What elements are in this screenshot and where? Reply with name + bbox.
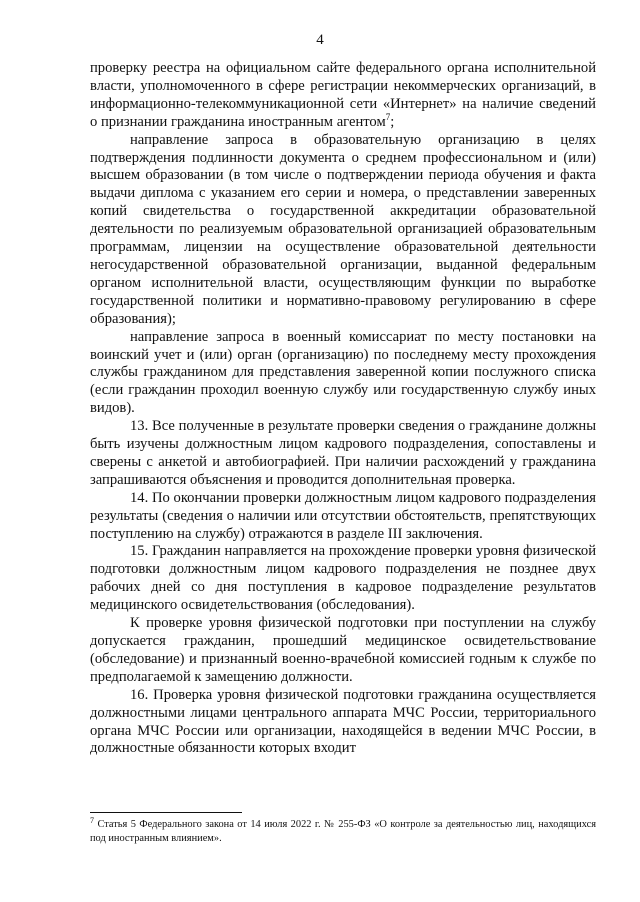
page-number: 4	[316, 32, 324, 48]
footnote-reference: 7	[385, 111, 391, 122]
paragraph-14: 14. По окончании проверки должностным лицом кадрового подразделения результаты (сведения о наличии или отсутствии обстоятельств, препятствующих поступлению на службу) отражаются в разделе III заключения.	[90, 489, 596, 542]
footnote-divider	[90, 812, 242, 813]
paragraph-tail: ;	[390, 113, 395, 130]
document-body	[90, 60, 596, 758]
paragraph-15: 15. Гражданин направляется на прохождение проверки уровня физической подготовки должностным лицом кадрового подразделения не позднее двух рабочих дней со дня поступления в кадровое подразделение результатов медицинского освидетельствования (обследования).	[90, 543, 596, 614]
paragraph-physical-admission: К проверке уровня физической подготовки при поступлении на службу допускается гражданин, прошедший медицинское освидетельствование (обследование) и признанный военно-врачебной комиссией годным к службе по предполагаемой к замещению должности.	[90, 615, 596, 685]
paragraph-military-request: направление запроса в военный комиссариат по месту постановки на воинский учет и (или) орган (организацию) по последнему месту прохождения службы гражданином для представления заверенной копии послужного списка (если гражданин проходил военную службу или государственную службу иных видов).	[90, 328, 596, 417]
footnote	[90, 818, 596, 846]
paragraph-education-request: направление запроса в образовательную организацию в целях подтверждения подлинности документа о среднем профессиональном и (или) высшем образовании (в том числе о подтверждении периода обучения и факта выдачи диплома с указанием его серии и номера, о представлении заверенных копий свидетельства о государственной аккредитации образовательной деятельности по реализуемым образовательной организацией образовательным программам, лицензии на осуществление образовательной деятельности негосударственной образовательной организации, выданной федеральным органом исполнительной власти, осуществляющим функции по выработке государственной политики и нормативно-правовому регулированию в сфере образования);	[90, 131, 596, 327]
paragraph-13: 13. Все полученные в результате проверки сведения о гражданине должны быть изучены должностным лицом кадрового подразделения, сопоставлены и сверены с анкетой и автобиографией. При наличии расхождений у гражданина запрашиваются объяснения и проводится дополнительная проверка.	[90, 418, 596, 488]
paragraph-text: проверку реестра на официальном сайте федерального органа исполнительной власти, уполномоченного в сфере регистрации некоммерческих организаций, в информационно-телекоммуникационной сети «Интернет» на наличие сведений о признании гражданина иностранным агентом	[90, 60, 596, 130]
footnote-text: Статья 5 Федерального закона от 14 июля 2022 г. № 255-ФЗ «О контроле за деятельностью лиц, находящихся под иностранным влиянием».	[90, 819, 596, 844]
paragraph-foreign-agent-check	[90, 60, 596, 132]
footnote-mark: 7	[90, 816, 94, 825]
paragraph-16: 16. Проверка уровня физической подготовки гражданина осуществляется должностными лицами центрального аппарата МЧС России, территориального органа МЧС России или организации, находящейся в ведении МЧС России, в должностные обязанности которых входит	[90, 686, 596, 757]
